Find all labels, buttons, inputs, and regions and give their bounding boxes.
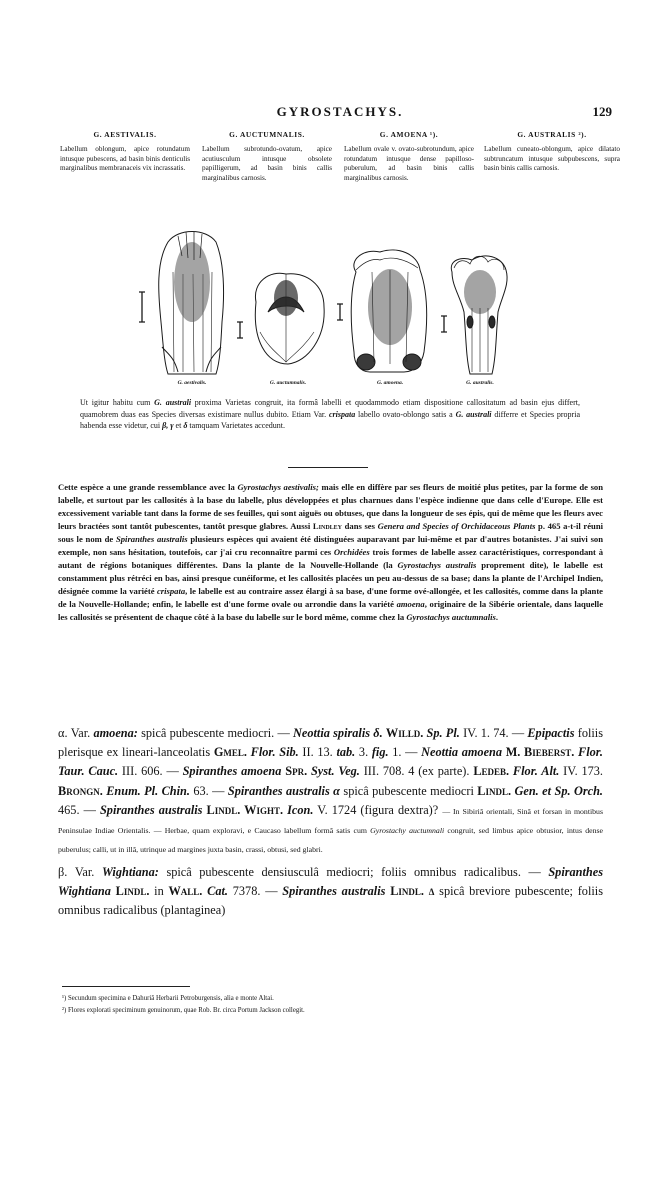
labellum-figures <box>128 212 528 398</box>
species-description: Labellum ovale v. ovato-subrotundum, apice rotundatum intusque dense papilloso-puberulum, ad basin binis callis marginalibus carnosis. <box>344 145 474 182</box>
author-name: M. Bieberst. <box>502 745 575 760</box>
text-run: — In Sibiriâ orientali, Sinâ et forsan in montibus Peninsulae Indiae Orientalis. — Herbae, quam exploravi, e Caucaso labellum formâ satis cum <box>58 806 603 836</box>
species-description: Labellum oblongum, apice rotundatum intusque pubescens, ad basin binis denticulis marginalibus membranaceis vix incrassatis. <box>60 145 190 173</box>
author-name: Wall. <box>168 884 203 899</box>
text-run: III. 708. 4 (ex parte). <box>359 764 474 779</box>
species-description: Labellum subrotundo-ovatum, apice acutiusculum intusque obsolete papilligerum, ad basin binis callis marginalibus carnosis. <box>202 145 332 182</box>
species-column-amoena <box>344 130 474 183</box>
species-name: G. australi <box>154 398 192 407</box>
figure-label-australis: G. australis. <box>466 380 494 386</box>
synonym-name: Spiranthes australis <box>282 884 386 899</box>
text-run: differre et Species propria habenda esse videtur, cui <box>80 409 580 431</box>
text-run: mais elle en diffère par ses fleurs de moitié plus petites, par la forme de son labelle, et surtout par les callosités à la base du labelle, plus développées et plus charnues dans l'espèce indienne que dans celle d'Europe. Elle est excessivement variable tant dans la forme de ses feuilles, qui sont aiguës ou obtuses, que dans la longueur de ses épis, qui de même que les fleurs avec leurs bractées sont tantôt pubescentes, tantôt presque glabres. Aussi <box>58 482 603 531</box>
species-column-aestivalis <box>60 130 190 174</box>
variety-name: crispata <box>156 586 186 596</box>
author-name: Lindley <box>312 521 342 531</box>
figure-australis <box>441 256 507 374</box>
text-run: et <box>173 421 184 431</box>
variety-name: amoena: <box>93 726 138 740</box>
text-run: Cette espèce a une grande ressemblance avec la <box>58 482 238 492</box>
species-heading: G. AUSTRALIS ²). <box>517 130 587 139</box>
variety-name: amoena <box>396 599 425 609</box>
text-run: plusieurs espèces qui avaient été distinguées auparavant par lui-même et par d'autres botanistes. J'ai suivi son exemple, non sans hésitation, toutefois, car j'ai cru reconnaître parmi ces <box>58 534 604 557</box>
page-header <box>60 104 620 124</box>
species-heading: G. AUCTUMNALIS. <box>229 130 305 139</box>
text-run: 63. — <box>189 783 228 798</box>
work-title: Flor. Taur. Cauc. <box>58 745 603 779</box>
work-title: Flor. Alt. <box>509 764 560 779</box>
work-title: Genera and Species of Orchidaceous Plants <box>377 521 536 531</box>
variety-letters: β, γ <box>162 421 174 431</box>
footnotes <box>62 993 602 1016</box>
species-name: Gyrostachys aestivalis; <box>237 482 319 492</box>
figure-aestivalis <box>139 232 224 375</box>
synonym-name: Neottia spiralis δ. <box>293 726 383 740</box>
variety-letters: δ <box>183 421 188 431</box>
text-run: II. 13. <box>298 745 337 760</box>
text-run: 465. — <box>58 802 100 817</box>
variety-beta-wightiana <box>58 863 603 921</box>
synonym-name: Epipactis <box>527 726 575 740</box>
synonym-name: Spiranthes amoena <box>182 764 282 779</box>
text-run: foliis plerisque ex lineari-lanceolatis <box>58 726 604 760</box>
french-commentary <box>58 481 603 624</box>
author-name: Lindl. <box>110 884 150 899</box>
species-name: Gyrostachys auctumnalis <box>406 612 496 622</box>
text-run: tab. <box>336 745 356 760</box>
figure-label-amoena: G. amoena. <box>376 380 404 386</box>
author-name: Lindl. <box>477 783 512 798</box>
species-name: Spiranthes australis <box>115 534 188 544</box>
text-run: IV. 173. <box>559 764 603 779</box>
text-run: in <box>149 884 169 899</box>
work-title: Enum. Pl. Chin. <box>102 783 190 798</box>
text-run: V. 1724 (figura dextra)? <box>313 802 443 817</box>
text-run: p. 465 a-t-il réuni sous le nom de <box>58 521 603 544</box>
author-name: Willd. <box>382 726 424 740</box>
text-run: 1. — <box>388 745 422 760</box>
work-title: Icon. <box>283 802 314 817</box>
author-name: Lindl. δ <box>385 884 435 899</box>
author-name: Spr. <box>281 764 308 779</box>
variety-marker: β. Var. <box>58 865 102 879</box>
species-column-auctumnalis <box>202 130 332 183</box>
footnote-divider <box>62 986 190 987</box>
footnote-2: ²) Flores explorati speciminum genuinorum, quae Rob. Br. circa Portum Jackson collegit. <box>62 1006 305 1014</box>
text-run: dans ses <box>342 521 378 531</box>
text-run: spicâ pubescente mediocri <box>339 783 478 798</box>
section-divider <box>288 467 368 468</box>
text-run: , originaire de la Sibérie orientale, dans laquelle les callosités se présentent de chaque côté à la base du labelle sur le bord même, comme chez la <box>58 599 604 622</box>
labellum-illustrations <box>128 212 528 398</box>
text-run: spicâ pubescente densiusculâ mediocri; foliis omnibus radicalibus. — <box>158 865 549 879</box>
work-title: Cat. <box>202 884 228 899</box>
species-name: G. australi <box>455 409 492 419</box>
family-name: Orchidées <box>333 547 370 557</box>
text-run: 3. <box>355 745 372 760</box>
text-run: 7378. — <box>228 884 283 899</box>
text-run: proxima Varietas congruit, ita formâ labelli et quodammodo etiam dispositione callositatum ad basin ejus differt, quamobrem duas eas Species diversas existimare nullus dubito. Etiam Var. <box>80 398 580 419</box>
variety-name: Wightiana: <box>101 865 159 879</box>
text-run: , le labelle est au contraire assez élargi à sa base, d'une forme ové-allongée, et les callosités, comme dans la plante de la Nouvelle-Hollande; enfin, le labelle est d'une forme ovale ou arrondie dans la variété <box>58 586 603 609</box>
text-run: proprement dite), le labelle est constamment plus rétréci en bas, ainsi presque cunéiforme, et les callosités placées un peu au-dessus de sa base; dans la plante de l'Archipel Indien, désignée comme la variété <box>58 560 603 596</box>
species-heading: G. AMOENA ¹). <box>379 130 439 139</box>
species-name: Gyrostachy auctumnali <box>370 826 445 836</box>
variety-alpha-amoena <box>58 724 603 858</box>
text-run: labello ovato-oblongo satis a <box>355 409 456 419</box>
variety-name: crispata <box>328 409 356 419</box>
synonym-name: Spiranthes australis α <box>227 783 340 798</box>
variety-marker: α. Var. <box>58 726 94 740</box>
latin-note <box>80 397 580 432</box>
work-title: Flor. Sib. <box>246 745 299 760</box>
work-title: Sp. Pl. <box>423 726 460 740</box>
running-title: GYROSTACHYS. <box>276 104 404 119</box>
text-run: IV. 1. 74. — <box>459 726 528 740</box>
species-heading: G. AESTIVALIS. <box>93 130 157 139</box>
author-name: Brongn. <box>58 783 103 798</box>
author-name: Lindl. Wight. <box>202 802 284 817</box>
figure-label-aestivalis: G. aestivalis. <box>177 380 207 386</box>
author-name: Ledeb. <box>473 764 510 779</box>
text-run: spicâ pubescente mediocri. — <box>137 726 294 740</box>
synonym-name: Neottia amoena <box>421 745 503 760</box>
synonym-name: Spiranthes Wightiana <box>58 865 604 899</box>
text-run: tamquam Varietates accedunt. <box>187 421 286 431</box>
synonym-name: Spiranthes australis <box>99 802 203 817</box>
page-number: 129 <box>592 104 612 119</box>
work-title: Syst. Veg. <box>307 764 360 779</box>
species-columns <box>60 130 620 210</box>
author-name: Gmel. <box>213 745 247 760</box>
species-description: Labellum cuneato-oblongum, apice dilatato subtruncatum intusque subpubescens, supra basin binis callis carnosis. <box>484 145 620 173</box>
text-run: trois formes de labelle assez caractéristiques, correspondant à autant de régions botaniques différentes. Dans la plante de la Nouvelle-Hollande (la <box>58 547 604 570</box>
text-run: spicâ breviore pubescente; foliis omnibus radicalibus (plantaginea) <box>58 884 603 918</box>
figure-auctumnalis <box>237 273 324 364</box>
text-run: congruit, sed limbus apice obtusior, intus dense puberulus; calli, ut in illâ, utrinque ad margines juxta basin, crassi, obtusi, sed glabri. <box>58 826 603 855</box>
text-run: Ut igitur habitu cum <box>80 398 155 407</box>
species-column-australis <box>484 130 620 174</box>
text-run: . <box>495 612 498 622</box>
species-name: Gyrostachys australis <box>397 560 477 570</box>
footnote-1: ¹) Secundum specimina e Dahuriâ Herbarii Petroburgensis, alia e monte Altai. <box>62 995 274 1002</box>
text-run: fig. <box>371 745 389 760</box>
work-title: Gen. et Sp. Orch. <box>511 783 604 798</box>
text-run: III. 606. — <box>118 764 183 779</box>
figure-label-auctumnalis: G. auctumnalis. <box>269 380 307 386</box>
figure-amoena <box>337 250 427 372</box>
